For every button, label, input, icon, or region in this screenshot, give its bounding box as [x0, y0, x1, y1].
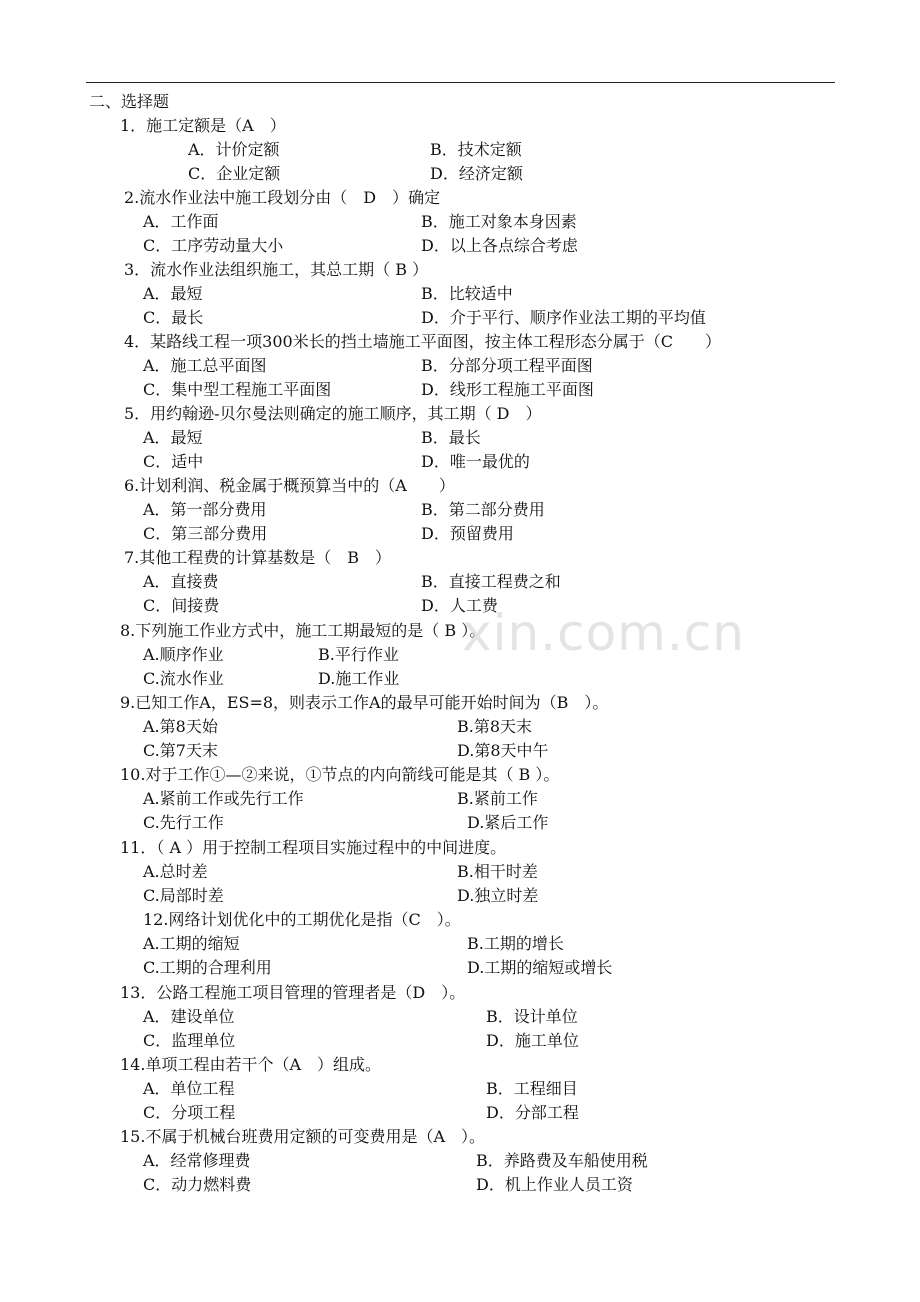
question-2-stem: 2.流水作业法中施工段划分由（ D ）确定: [124, 188, 441, 207]
question-15-option-c: C．动力燃料费: [143, 1175, 252, 1194]
question-9-option-c: C.第7天末: [143, 741, 218, 760]
question-3-stem: 3．流水作业法组织施工，其总工期（ B ）: [124, 260, 429, 279]
question-5-option-c: C．适中: [143, 452, 204, 471]
watermark: xin.com.cn: [462, 604, 745, 662]
question-14-option-c: C．分项工程: [143, 1103, 236, 1122]
question-9-stem: 9.已知工作A，ES=8，则表示工作A的最早可能开始时间为（B ）。: [120, 693, 609, 712]
question-12-option-a: A.工期的缩短: [143, 934, 240, 953]
question-1-option-c: C．企业定额: [188, 164, 281, 183]
question-5-option-d: D．唯一最优的: [421, 452, 530, 471]
question-8-option-b: B.平行作业: [318, 645, 399, 664]
question-14-option-b: B．工程细目: [486, 1079, 578, 1098]
question-9-option-d: D.第8天中午: [457, 741, 549, 760]
question-11-option-b: B.相干时差: [457, 862, 538, 881]
question-3-option-a: A．最短: [143, 284, 203, 303]
question-9-option-b: B.第8天末: [457, 717, 533, 736]
question-2-option-d: D．以上各点综合考虑: [421, 236, 578, 255]
question-8-option-a: A.顺序作业: [143, 645, 224, 664]
question-7-option-d: D．人工费: [421, 596, 498, 615]
question-4-option-c: C．集中型工程施工平面图: [143, 380, 332, 399]
question-1-option-b: B．技术定额: [430, 140, 522, 159]
question-3-option-d: D．介于平行、顺序作业法工期的平均值: [421, 308, 706, 327]
question-15-option-a: A．经常修理费: [143, 1151, 251, 1170]
question-7-stem: 7.其他工程费的计算基数是（ B ）: [124, 548, 392, 567]
question-7-option-a: A．直接费: [143, 572, 219, 591]
question-2-option-c: C．工序劳动量大小: [143, 236, 284, 255]
question-9-option-a: A.第8天始: [143, 717, 218, 736]
question-6-option-b: B．第二部分费用: [421, 500, 545, 519]
question-4-option-a: A．施工总平面图: [143, 356, 267, 375]
question-3-option-c: C．最长: [143, 308, 204, 327]
question-11-option-a: A.总时差: [143, 862, 208, 881]
question-12-option-d: D.工期的缩短或增长: [467, 958, 613, 977]
question-8-option-c: C.流水作业: [143, 669, 224, 688]
question-3-option-b: B．比较适中: [421, 284, 513, 303]
question-4-stem: 4．某路线工程一项300米长的挡土墙施工平面图，按主体工程形态分属于（C ）: [124, 332, 721, 351]
question-6-option-c: C．第三部分费用: [143, 524, 268, 543]
question-10-stem: 10.对于工作①—②来说，①节点的内向箭线可能是其（ B ）。: [120, 765, 560, 784]
question-13-option-c: C．监理单位: [143, 1031, 236, 1050]
question-11-option-c: C.局部时差: [143, 886, 224, 905]
question-10-option-a: A.紧前工作或先行工作: [143, 789, 304, 808]
question-15-option-d: D．机上作业人员工资: [476, 1175, 633, 1194]
question-14-option-a: A．单位工程: [143, 1079, 235, 1098]
header-rule: [86, 82, 835, 83]
question-11-stem: 11．（ A ）用于控制工程项目实施过程中的中间进度。: [120, 838, 507, 857]
question-11-option-d: D.独立时差: [457, 886, 539, 905]
question-13-option-b: B．设计单位: [486, 1007, 578, 1026]
question-5-option-a: A．最短: [143, 428, 203, 447]
question-6-stem: 6.计划利润、税金属于概预算当中的（A ）: [124, 476, 455, 495]
question-7-option-c: C．间接费: [143, 596, 220, 615]
question-10-option-c: C.先行工作: [143, 813, 224, 832]
section-title: 二、选择题: [89, 92, 170, 111]
question-2-option-a: A．工作面: [143, 212, 219, 231]
question-10-option-d: D.紧后工作: [467, 813, 549, 832]
question-1-option-a: A．计价定额: [188, 140, 280, 159]
question-10-option-b: B.紧前工作: [457, 789, 538, 808]
question-4-option-b: B．分部分项工程平面图: [421, 356, 593, 375]
question-14-stem: 14.单项工程由若干个（A ）组成。: [120, 1055, 382, 1074]
question-5-stem: 5．用约翰逊-贝尔曼法则确定的施工顺序，其工期（ D ）: [124, 404, 542, 423]
question-8-option-d: D.施工作业: [318, 669, 400, 688]
question-7-option-b: B．直接工程费之和: [421, 572, 561, 591]
question-12-option-c: C.工期的合理利用: [143, 958, 272, 977]
question-1-stem: 1．施工定额是（A ）: [120, 116, 286, 135]
question-4-option-d: D．线形工程施工平面图: [421, 380, 594, 399]
question-14-option-d: D．分部工程: [486, 1103, 579, 1122]
question-13-option-a: A．建设单位: [143, 1007, 235, 1026]
question-13-stem: 13．公路工程施工项目管理的管理者是（D ）。: [120, 983, 466, 1002]
question-15-option-b: B．养路费及车船使用税: [476, 1151, 648, 1170]
question-12-stem: 12.网络计划优化中的工期优化是指（C ）。: [143, 910, 461, 929]
question-12-option-b: B.工期的增长: [467, 934, 564, 953]
question-6-option-d: D．预留费用: [421, 524, 514, 543]
question-2-option-b: B．施工对象本身因素: [421, 212, 577, 231]
question-13-option-d: D．施工单位: [486, 1031, 579, 1050]
question-15-stem: 15.不属于机械台班费用定额的可变费用是（A ）。: [120, 1127, 486, 1146]
question-8-stem: 8.下列施工作业方式中，施工工期最短的是（ B ）。: [120, 621, 486, 640]
question-1-option-d: D．经济定额: [430, 164, 523, 183]
question-6-option-a: A．第一部分费用: [143, 500, 267, 519]
question-5-option-b: B．最长: [421, 428, 481, 447]
